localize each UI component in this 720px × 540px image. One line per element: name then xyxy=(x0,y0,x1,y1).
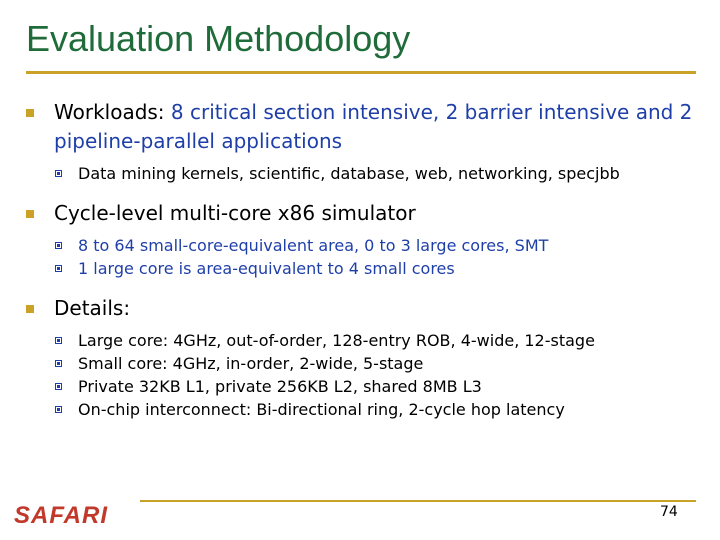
slide-title: Evaluation Methodology xyxy=(26,18,411,59)
square-bullet-icon xyxy=(26,109,34,117)
hollow-square-bullet-icon xyxy=(55,170,62,177)
bullet-workloads-lead: Workloads: xyxy=(54,100,171,124)
sub-item-text: Private 32KB L1, private 256KB L2, shared 8MB L3 xyxy=(78,377,482,396)
sub-list-details xyxy=(22,329,702,421)
title-divider xyxy=(26,71,696,74)
sub-item xyxy=(22,162,702,185)
safari-logo: SAFARI xyxy=(14,502,109,529)
sub-list-workloads xyxy=(22,162,702,185)
sub-item xyxy=(22,329,702,352)
hollow-square-bullet-icon xyxy=(55,337,62,344)
sub-item xyxy=(22,375,702,398)
sub-item-text: Large core: 4GHz, out-of-order, 128-entry ROB, 4-wide, 12-stage xyxy=(78,331,595,350)
bullet-simulator xyxy=(22,199,702,228)
bullet-details-lead: Details: xyxy=(54,296,131,320)
sub-item xyxy=(22,257,702,280)
slide-body xyxy=(22,98,702,435)
hollow-square-bullet-icon xyxy=(55,360,62,367)
bullet-workloads-detail: 8 critical section intensive, 2 barrier intensive and 2 pipeline-parallel applications xyxy=(54,100,693,153)
hollow-square-bullet-icon xyxy=(55,242,62,249)
page-number: 74 xyxy=(660,504,678,520)
sub-item-text: 1 large core is area-equivalent to 4 small cores xyxy=(78,259,455,278)
sub-item-text: Small core: 4GHz, in-order, 2-wide, 5-stage xyxy=(78,354,424,373)
hollow-square-bullet-icon xyxy=(55,383,62,390)
bullet-simulator-lead: Cycle-level multi-core x86 simulator xyxy=(54,201,416,225)
sub-item-text: Data mining kernels, scientific, database, web, networking, specjbb xyxy=(78,164,620,183)
hollow-square-bullet-icon xyxy=(55,265,62,272)
square-bullet-icon xyxy=(26,210,34,218)
bullet-workloads xyxy=(22,98,702,156)
sub-item xyxy=(22,352,702,375)
footer-divider xyxy=(140,500,696,502)
bullet-details xyxy=(22,294,702,323)
hollow-square-bullet-icon xyxy=(55,406,62,413)
sub-item xyxy=(22,398,702,421)
sub-item-text: On-chip interconnect: Bi-directional ring, 2-cycle hop latency xyxy=(78,400,565,419)
sub-item xyxy=(22,234,702,257)
sub-item-text: 8 to 64 small-core-equivalent area, 0 to 3 large cores, SMT xyxy=(78,236,549,255)
square-bullet-icon xyxy=(26,305,34,313)
sub-list-simulator xyxy=(22,234,702,280)
